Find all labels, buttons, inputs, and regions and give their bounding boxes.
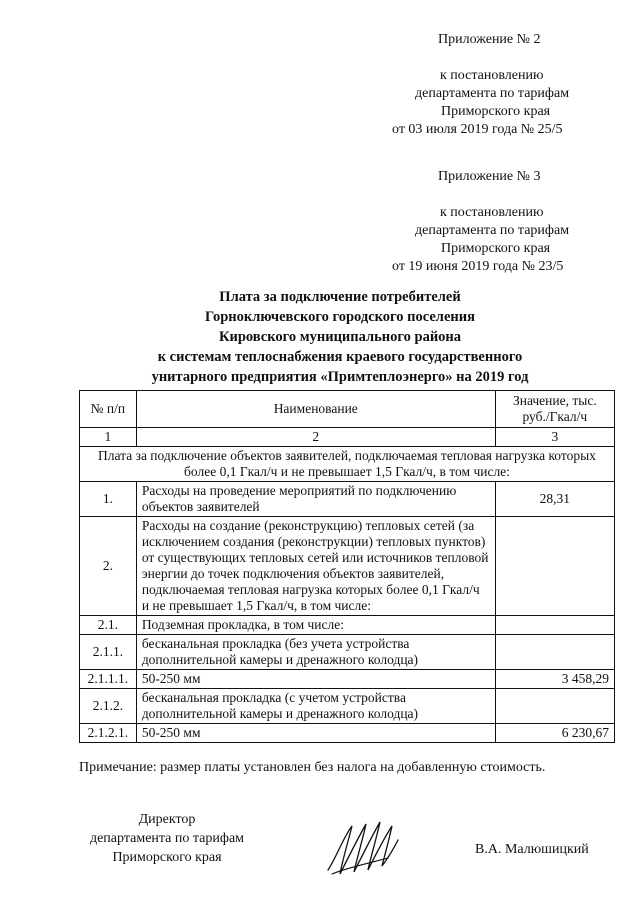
- table-row: [80, 635, 615, 670]
- title-line: Плата за подключение потребителей: [219, 289, 461, 305]
- table-row: [80, 616, 615, 635]
- header-name: Наименование: [136, 391, 495, 428]
- table-row: [80, 689, 615, 724]
- appendix-3-line1: к постановлению: [440, 205, 544, 220]
- row-name: бесканальная прокладка (с учетом устройства дополнительной камеры и дренажного колодца): [136, 689, 495, 724]
- signatory-line: Приморского края: [112, 850, 222, 865]
- title-line: к системам теплоснабжения краевого государственного: [157, 349, 523, 365]
- appendix-2-title: Приложение № 2: [438, 32, 541, 47]
- appendix-2-header: [370, 32, 620, 142]
- row-value: [495, 517, 614, 616]
- index-cell: 3: [495, 428, 614, 447]
- table-row: [80, 670, 615, 689]
- appendix-3-line2: департамента по тарифам: [415, 223, 570, 238]
- row-number: 2.1.: [80, 616, 137, 635]
- row-value: 6 230,67: [495, 724, 614, 743]
- appendix-2-line2: департамента по тарифам: [415, 86, 570, 101]
- row-name: бесканальная прокладка (без учета устройства дополнительной камеры и дренажного колодца): [136, 635, 495, 670]
- row-value: [495, 635, 614, 670]
- section-cell: Плата за подключение объектов заявителей, подключаемая тепловая нагрузка которых более 0,1 Гкал/ч и не превышает 1,5 Гкал/ч, в том числе:: [80, 447, 615, 482]
- signatory-line: Директор: [138, 812, 196, 827]
- appendix-2-line4: от 03 июля 2019 года № 25/5: [392, 122, 563, 137]
- signatory-title: [82, 810, 252, 867]
- signatory-line: департамента по тарифам: [89, 831, 245, 846]
- signatory-name: В.А. Малюшицкий: [475, 842, 589, 857]
- row-number: 2.1.2.: [80, 689, 137, 724]
- row-number: 1.: [80, 482, 137, 517]
- title-line: Горноключевского городского поселения: [205, 309, 475, 325]
- row-name: 50-250 мм: [136, 670, 495, 689]
- row-value: [495, 689, 614, 724]
- table-row: [80, 724, 615, 743]
- row-name: 50-250 мм: [136, 724, 495, 743]
- table-row: [80, 482, 615, 517]
- row-name: Расходы на создание (реконструкцию) тепловых сетей (за исключением создания (реконструкции) тепловых пунктов) от существующих тепловых сетей или источников тепловой энергии до точек подключения объектов заявителей, подключаемая тепловая нагрузка которых более 0,1 Гкал/ч и не превышает 1,5 Гкал/ч, в том числе:: [136, 517, 495, 616]
- table-row: [80, 517, 615, 616]
- row-value: 28,31: [495, 482, 614, 517]
- header-value: Значение, тыс. руб./Гкал/ч: [495, 391, 614, 428]
- fee-table: [79, 390, 615, 743]
- table-header-row: [80, 391, 615, 428]
- row-number: 2.1.1.: [80, 635, 137, 670]
- appendix-2-line1: к постановлению: [440, 68, 544, 83]
- section-row: [80, 447, 615, 482]
- title-line: Кировского муниципального района: [218, 329, 462, 345]
- note-text: Примечание: размер платы установлен без налога на добавленную стоимость.: [79, 760, 546, 775]
- row-number: 2.1.1.1.: [80, 670, 137, 689]
- index-cell: 2: [136, 428, 495, 447]
- table-index-row: [80, 428, 615, 447]
- row-value: [495, 616, 614, 635]
- row-name: Расходы на проведение мероприятий по подключению объектов заявителей: [136, 482, 495, 517]
- row-number: 2.: [80, 517, 137, 616]
- row-number: 2.1.2.1.: [80, 724, 137, 743]
- appendix-3-title: Приложение № 3: [438, 169, 541, 184]
- row-value: 3 458,29: [495, 670, 614, 689]
- handwritten-signature: [322, 818, 402, 880]
- document-title: [60, 287, 620, 387]
- row-name: Подземная прокладка, в том числе:: [136, 616, 495, 635]
- title-line: унитарного предприятия «Примтеплоэнерго» на 2019 год: [151, 369, 529, 385]
- appendix-3-header: [370, 169, 620, 279]
- index-cell: 1: [80, 428, 137, 447]
- header-number: № п/п: [80, 391, 137, 428]
- appendix-3-line4: от 19 июня 2019 года № 23/5: [392, 259, 564, 274]
- appendix-3-line3: Приморского края: [441, 241, 551, 256]
- appendix-2-line3: Приморского края: [441, 104, 551, 119]
